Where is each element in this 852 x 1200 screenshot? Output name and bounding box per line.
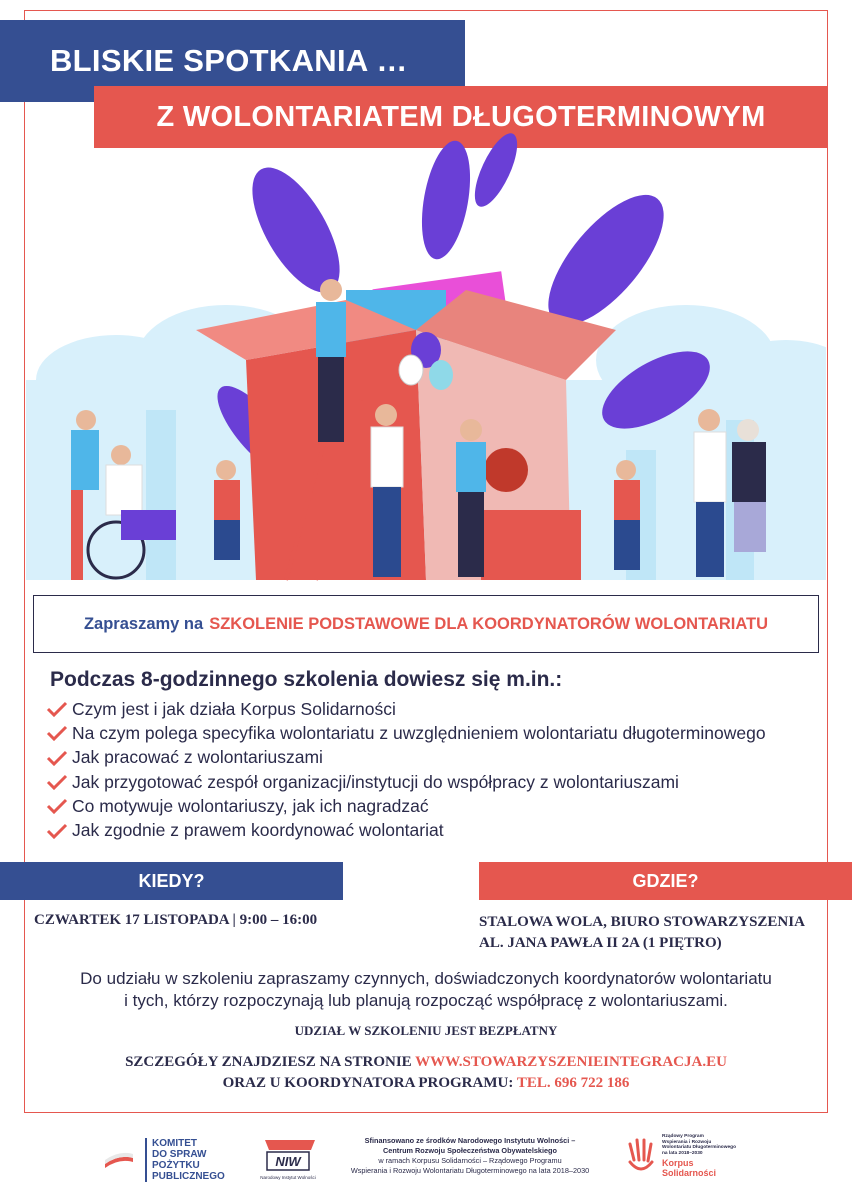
- invite-highlight: SZKOLENIE PODSTAWOWE DLA KOORDYNATORÓW WOLONTARIATU: [209, 614, 769, 633]
- komitet-text: [145, 1138, 225, 1182]
- check-icon: [46, 798, 68, 814]
- niw-caption: Narodowy Instytut Wolności: [260, 1175, 316, 1180]
- korpus-big-line: Solidarności: [662, 1168, 717, 1179]
- check-icon: [46, 774, 68, 790]
- description: [26, 968, 826, 1012]
- korpus-logo: [624, 1134, 742, 1178]
- korpus-text: [662, 1134, 742, 1178]
- when-banner: [0, 862, 343, 900]
- list-item: [46, 770, 766, 794]
- check-icon: [46, 725, 68, 741]
- list-item-text: Jak zgodnie z prawem koordynować wolontariat: [72, 820, 444, 841]
- where-banner: [479, 862, 852, 900]
- person-man-on-ladder: [316, 279, 346, 442]
- person-man-center: [371, 404, 403, 577]
- list-item: [46, 721, 766, 745]
- where-line-2: AL. JANA PAWŁA II 2A (1 PIĘTRO): [479, 935, 722, 951]
- funding-line-1: Sfinansowano ze środków Narodowego Instytutu Wolności –: [364, 1136, 576, 1145]
- komitet-line: KOMITET: [152, 1138, 197, 1149]
- korpus-small-line: Rządowy Program: [662, 1134, 704, 1139]
- funding-note: [330, 1136, 610, 1176]
- komitet-line: PUBLICZNEGO: [152, 1171, 225, 1182]
- niw-logo-text: NIW: [275, 1154, 301, 1169]
- list-item-text: Czym jest i jak działa Korpus Solidarności: [72, 698, 396, 719]
- funding-line-4: Wspierania i Rozwoju Wolontariatu Długoterminowego na lata 2018–2030: [350, 1166, 590, 1175]
- check-icon: [46, 750, 68, 766]
- where-line-1: STALOWA WOLA, BIURO STOWARZYSZENIA: [479, 914, 805, 930]
- funding-line-2: Centrum Rozwoju Społeczeństwa Obywatelskiego: [383, 1146, 557, 1155]
- invite-lead: Zapraszamy na: [83, 614, 204, 633]
- list-item: [46, 746, 766, 770]
- korpus-small-line: Wspierania i Rozwoju: [662, 1139, 712, 1145]
- check-icon: [46, 701, 68, 717]
- teddy-bear: [484, 448, 528, 492]
- where-label: GDZIE?: [632, 870, 699, 891]
- website-link[interactable]: WWW.STOWARZYSZENIEINTEGRACJA.EU: [415, 1054, 727, 1070]
- list-item: [46, 794, 766, 818]
- phone-link[interactable]: TEL. 696 722 186: [516, 1075, 630, 1091]
- training-invite-box: [33, 595, 819, 653]
- description-line-2: i tych, którzy rozpoczynają lub planują rozpocząć współpracę z wolontariuszami.: [124, 991, 728, 1010]
- person-man-right: [694, 409, 726, 577]
- niw-logo: [257, 1136, 319, 1184]
- funding-line-3: w ramach Korpusu Solidarności – Rządowego Programu: [378, 1156, 562, 1165]
- list-item-text: Jak pracować z wolontariuszami: [72, 747, 323, 768]
- list-item: [46, 818, 766, 842]
- title-line-1: BLISKIE SPOTKANIA …: [50, 43, 408, 78]
- details: [26, 1052, 826, 1094]
- title-line-2: Z WOLONTARIATEM DŁUGOTERMINOWYM: [156, 100, 766, 133]
- list-item: [46, 697, 766, 721]
- free-note: UDZIAŁ W SZKOLENIU JEST BEZPŁATNY: [294, 1023, 558, 1038]
- when-label: KIEDY?: [138, 870, 205, 891]
- when-value: CZWARTEK 17 LISTOPADA | 9:00 – 16:00: [34, 912, 318, 928]
- list-item-text: Na czym polega specyfika wolontariatu z uwzględnieniem wolontariatu długoterminowego: [72, 722, 766, 743]
- list-item-text: Jak przygotować zespół organizacji/instytucji do współpracy z wolontariuszami: [72, 771, 679, 792]
- korpus-small-line: na lata 2018–2030: [662, 1150, 703, 1156]
- komitet-line: DO SPRAW: [152, 1149, 207, 1160]
- komitet-line: POŻYTKU: [152, 1160, 200, 1171]
- details-prefix-1: SZCZEGÓŁY ZNAJDZIESZ NA STRONIE: [125, 1054, 412, 1070]
- details-prefix-2: ORAZ U KOORDYNATORA PROGRAMU:: [222, 1075, 514, 1091]
- description-line-1: Do udziału w szkoleniu zapraszamy czynnych, doświadczonych koordynatorów wolontariatu: [80, 969, 772, 988]
- topics-list: [46, 697, 766, 843]
- check-icon: [46, 823, 68, 839]
- small-box: [481, 510, 581, 580]
- list-item-text: Co motywuje wolontariuszy, jak ich nagradzać: [72, 795, 429, 816]
- flag-icon: [103, 1146, 135, 1174]
- korpus-big-line: Korpus: [662, 1158, 694, 1169]
- where-value: [479, 912, 805, 954]
- person-woman-center: [456, 419, 486, 577]
- korpus-small-line: Wolontariatu Długoterminowego: [662, 1145, 736, 1151]
- volunteers-illustration: [26, 130, 826, 590]
- komitet-logo: [103, 1138, 225, 1182]
- hand-icon: [624, 1134, 658, 1178]
- topics-heading: Podczas 8-godzinnego szkolenia dowiesz się m.in.:: [50, 668, 563, 691]
